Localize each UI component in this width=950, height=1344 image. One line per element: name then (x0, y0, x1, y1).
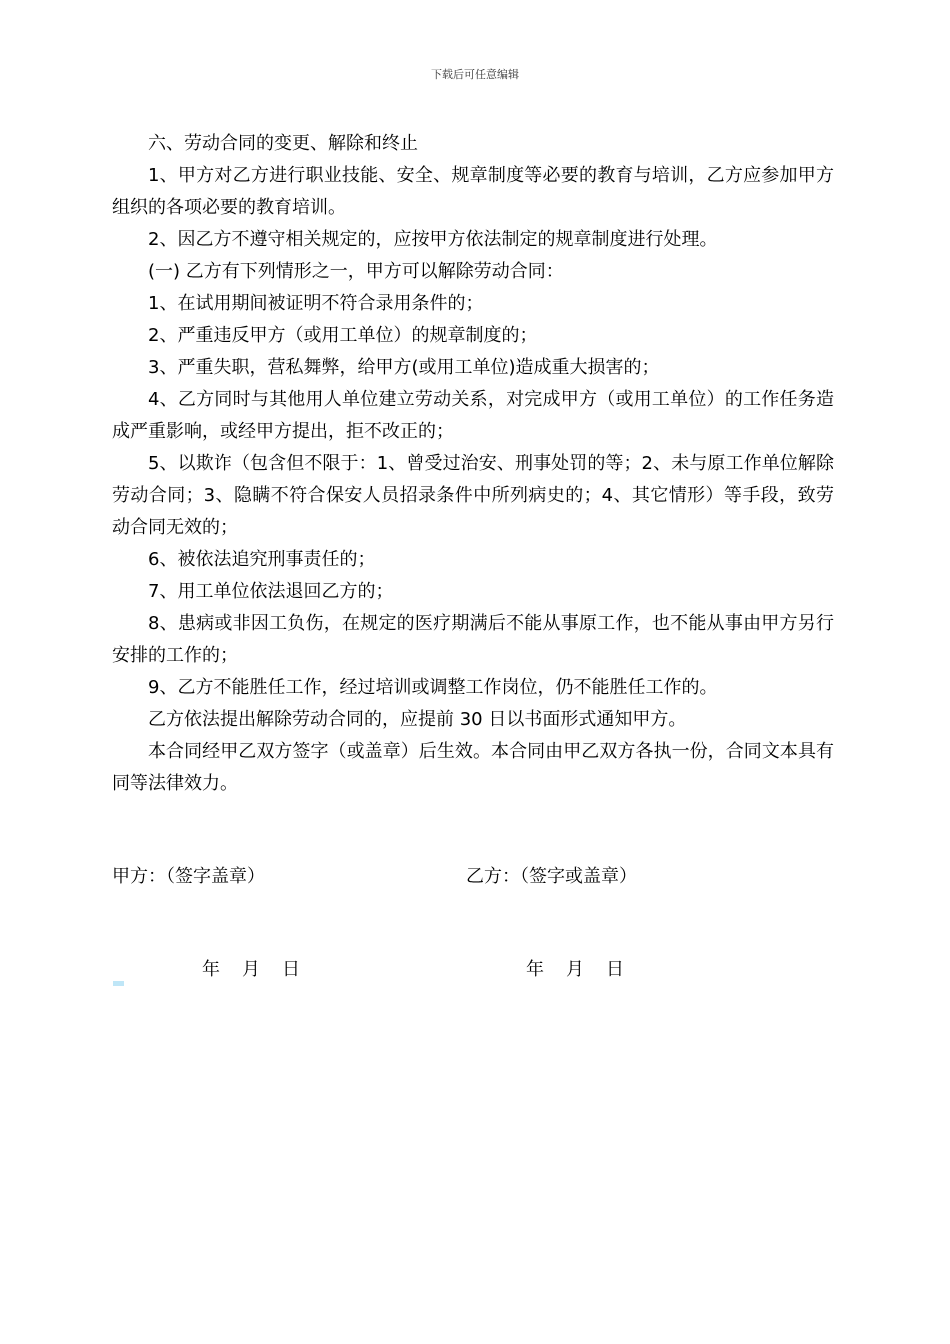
clause-paragraph: 7、用工单位依法退回乙方的； (148, 581, 394, 602)
contract-body (112, 128, 834, 800)
clause-paragraph: 2、严重违反甲方（或用工单位）的规章制度的； (148, 325, 538, 346)
clause-paragraph: 6、被依法追究刑事责任的； (148, 549, 376, 570)
year-label: 年 (202, 959, 220, 980)
clause-paragraph: (一) 乙方有下列情形之一，甲方可以解除劳动合同： (148, 261, 564, 282)
party-b-date (526, 954, 624, 986)
clause-paragraph: 1、甲方对乙方进行职业技能、安全、规章制度等必要的教育与培训，乙方应参加甲方组织的各项必要的教育培训。 (112, 165, 834, 218)
clause-paragraph: 8、患病或非因工负伤，在规定的医疗期满后不能从事原工作，也不能从事由甲方另行安排的工作的； (112, 613, 834, 666)
clause-paragraph: 1、在试用期间被证明不符合录用条件的； (148, 293, 484, 314)
clause-paragraph: 9、乙方不能胜任工作，经过培训或调整工作岗位，仍不能胜任工作的。 (148, 677, 718, 698)
clause-paragraph: 5、以欺诈（包含但不限于：1、曾受过治安、刑事处罚的等；2、未与原工作单位解除劳动合同；3、隐瞒不符合保安人员招录条件中所列病史的；4、其它情形）等手段，致劳动合同无效的； (112, 453, 834, 538)
clause-paragraph: 本合同经甲乙双方签字（或盖章）后生效。本合同由甲乙双方各执一份，合同文本具有同等法律效力。 (112, 741, 834, 794)
day-label: 日 (606, 959, 624, 980)
text-cursor-marker (113, 981, 124, 986)
party-a-signature: 甲方：（签字盖章） (112, 866, 265, 887)
month-label: 月 (566, 959, 584, 980)
clause-paragraph: 3、严重失职，营私舞弊，给甲方(或用工单位)造成重大损害的； (148, 357, 660, 378)
party-b-signature: 乙方：（签字或盖章） (466, 866, 637, 887)
day-label: 日 (282, 959, 300, 980)
clause-paragraph: 乙方依法提出解除劳动合同的，应提前 30 日以书面形式通知甲方。 (148, 709, 687, 730)
year-label: 年 (526, 959, 544, 980)
party-a-date (202, 954, 300, 986)
download-note: 下载后可任意编辑 (431, 68, 519, 81)
clause-paragraph: 2、因乙方不遵守相关规定的，应按甲方依法制定的规章制度进行处理。 (148, 229, 718, 250)
month-label: 月 (242, 959, 260, 980)
section-heading: 六、劳动合同的变更、解除和终止 (148, 133, 418, 154)
clause-paragraph: 4、乙方同时与其他用人单位建立劳动关系，对完成甲方（或用工单位）的工作任务造成严重影响，或经甲方提出，拒不改正的； (112, 389, 834, 442)
